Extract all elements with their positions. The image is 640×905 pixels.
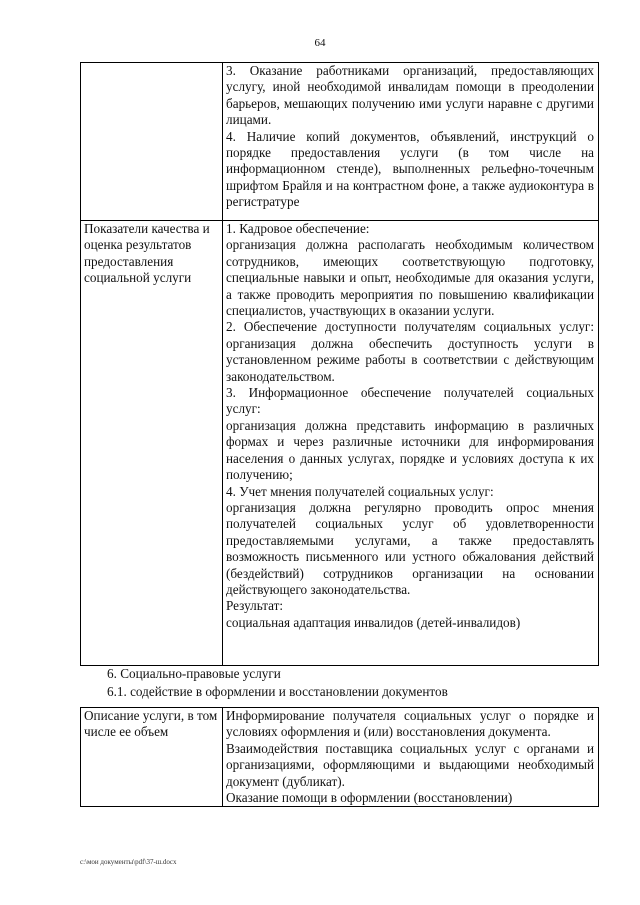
page-number: 64 [314, 37, 326, 49]
service-description-cell [223, 708, 599, 807]
table-cell-empty [81, 63, 223, 221]
paragraph: организация должна регулярно проводить опрос мнения получателей социальных услуг об удовлетворенности предоставляемыми услугами, а также предоставлять возможность письменного или устного обжалования действий (бездействий) сотрудников организации на основании действующего законодательства. [226, 499, 594, 597]
paragraph: Информирование получателя социальных услуг о порядке и условиях оформления и (или) восстановления документа. [226, 708, 594, 740]
paragraph: Взаимодействия поставщика социальных услуг с органами и организациями, оформляющими и выдающими необходимый документ (дубликат). [226, 740, 594, 789]
paragraph: социальная адаптация инвалидов (детей-инвалидов) [226, 614, 521, 630]
paragraph: 3. Оказание работниками организаций, предоставляющих услугу, иной необходимой инвалидам помощи в преодолении барьеров, мешающих получению ими услуги наравне с другими лицами. [226, 63, 594, 128]
accessibility-requirements-cell [223, 63, 599, 221]
paragraph: 2. Обеспечение доступности получателям социальных услуг: организация должна обеспечить доступность услуги в установленном режиме работы в соответствии с действующим законодательством. [226, 319, 594, 384]
paragraph: Оказание помощи в оформлении (восстановлении) [226, 790, 513, 806]
paragraph: организация должна располагать необходимым количеством сотрудников, имеющих соответствующую подготовку, специальные навыки и опыт, необходимые для оказания услуги, а также проводить мероприятия по повышению квалификации специалистов, участвующих в оказании услуги. [226, 237, 594, 319]
service-description-label: Описание услуги, в том числе ее объем [81, 708, 223, 807]
table-row [81, 63, 599, 221]
table-row [81, 221, 599, 666]
quality-indicators-cell [223, 221, 599, 666]
quality-indicators-label: Показатели качества и оценка результатов предоставления социальной услуги [81, 221, 223, 666]
section-title: 6. Социально-правовые услуги [107, 666, 281, 681]
paragraph: 4. Учет мнения получателей социальных услуг: [226, 483, 494, 499]
paragraph: организация должна представить информацию в различных формах и через различные источники для информирования населения о данных услугах, порядке и условиях доступа к их получению; [226, 417, 594, 483]
paragraph: 4. Наличие копий документов, объявлений, инструкций о порядке предоставления услуги (в том числе на информационном стенде), выполненных рельефно-точечным шрифтом Брайля и на контрастном фоне, а также аудиоконтура в регистратуре [226, 128, 594, 210]
table-row [81, 708, 599, 807]
services-table [80, 707, 599, 807]
services-table-continued [80, 62, 599, 666]
paragraph: 1. Кадровое обеспечение: [226, 221, 370, 236]
paragraph: 3. Информационное обеспечение получателей социальных услуг: [226, 385, 594, 417]
paragraph: Результат: [226, 598, 284, 614]
subsection-title: 6.1. содействие в оформлении и восстановлении документов [107, 684, 448, 699]
footer-file-path: c:\мои документы\pdf\37-ш.docx [80, 858, 177, 866]
